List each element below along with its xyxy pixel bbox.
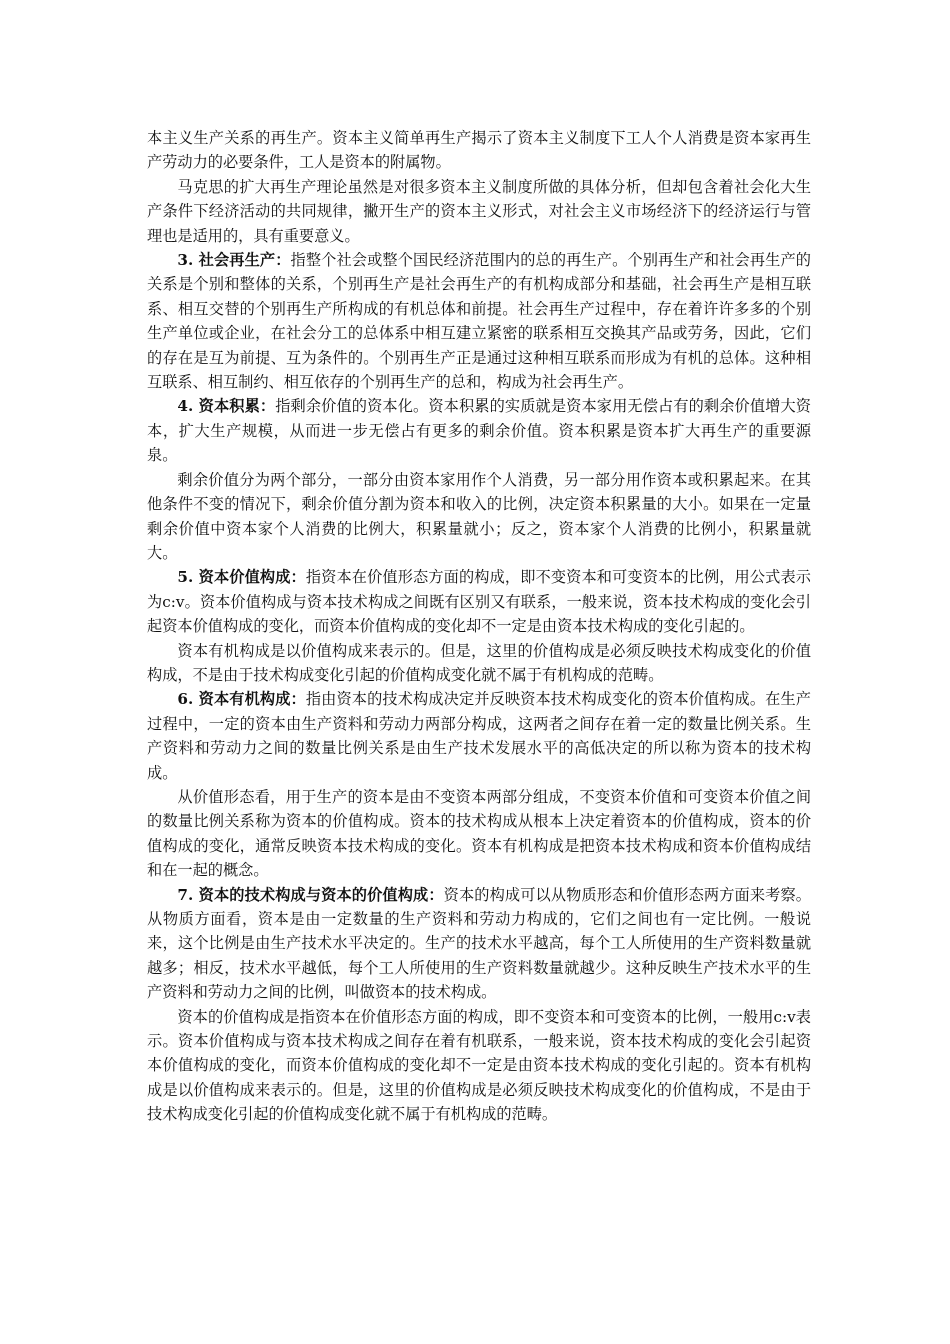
paragraph-social-reproduction — [147, 248, 811, 394]
paragraph-text: 指剩余价值的资本化。资本积累的实质就是资本家用无偿占有的剩余价值增大资本，扩大生产规模，从而进一步无偿占有更多的剩余价值。资本积累是资本扩大再生产的重要源泉。 — [147, 397, 811, 465]
paragraph-text: 指整个社会或整个国民经济范围内的总的再生产。个别再生产和社会再生产的关系是个别和整体的关系，个别再生产是社会再生产的有机构成部分和基础，社会再生产是相互联系、相互交替的个别再生产所构成的有机总体和前提。社会再生产过程中，存在着许许多多的个别生产单位或企业，在社会分工的总体系中相互建立紧密的联系相互交换其产品或劳务，因此，它们的存在是互为前提、互为条件的。个别再生产正是通过这种相互联系而形成为有机的总体。这种相互联系、相互制约、相互依存的个别再生产的总和，构成为社会再生产。 — [147, 251, 811, 392]
paragraph-technical-and-value-composition — [147, 883, 811, 1005]
paragraph-text: 资本有机构成是以价值构成来表示的。但是，这里的价值构成是必须反映技术构成变化的价值构成，不是由于技术构成变化引起的价值构成变化就不属于有机构成的范畴。 — [147, 641, 811, 684]
paragraph-text: 资本的构成可以从物质形态和价值形态两方面来考察。从物质方面看，资本是由一定数量的生产资料和劳动力构成的，它们之间也有一定比例。一般说来，这个比例是由生产技术水平决定的。生产的技术水平越高，每个工人所使用的生产资料数量就越多；相反，技术水平越低，每个工人所使用的生产资料数量就越少。这种反映生产技术水平的生产资料和劳动力之间的比例，叫做资本的技术构成。 — [147, 885, 811, 1002]
paragraph-1 — [147, 126, 811, 175]
paragraph-text: 资本的价值构成是指资本在价值形态方面的构成，即不变资本和可变资本的比例，一般用c:v表示。资本价值构成与资本技术构成之间存在着有机联系，一般来说，资本技术构成的变化会引起资本价值构成的变化，而资本价值构成的变化却不一定是由资本技术构成的变化引起的。资本有机构成是以价值构成来表示的。但是，这里的价值构成是必须反映技术构成变化的价值构成，不是由于技术构成变化引起的价值构成变化就不属于有机构成的范畴。 — [147, 1007, 811, 1124]
paragraph-text: 指资本在价值形态方面的构成，即不变资本和可变资本的比例，用公式表示为c:v。资本价值构成与资本技术构成之间既有区别又有联系，一般来说，资本技术构成的变化会引起资本价值构成的变化，而资本价值构成的变化却不一定是由资本技术构成的变化引起的。 — [147, 568, 811, 636]
term-heading: 3. 社会再生产： — [177, 251, 291, 270]
term-heading: 5. 资本价值构成： — [177, 568, 306, 587]
paragraph-text: 剩余价值分为两个部分，一部分由资本家用作个人消费，另一部分用作资本或积累起来。在其他条件不变的情况下，剩余价值分割为资本和收入的比例，决定资本积累量的大小。如果在一定量剩余价值中资本家个人消费的比例大，积累量就小；反之，资本家个人消费的比例小，积累量就大。 — [147, 470, 811, 562]
paragraph-text: 指由资本的技术构成决定并反映资本技术构成变化的资本价值构成。在生产过程中，一定的资本由生产资料和劳动力两部分构成，这两者之间存在着一定的数量比例关系。生产资料和劳动力之间的数量比例关系是由生产技术发展水平的高低决定的所以称为资本的技术构成。 — [147, 690, 811, 782]
paragraph-9 — [147, 785, 811, 883]
term-heading: 4. 资本积累： — [177, 397, 276, 416]
paragraph-text: 从价值形态看，用于生产的资本是由不变资本两部分组成，不变资本价值和可变资本价值之间的数量比例关系称为资本的价值构成。资本的技术构成从根本上决定着资本的价值构成，资本的价值构成的变化，通常反映资本技术构成的变化。资本有机构成是把资本技术构成和资本价值构成结和在一起的概念。 — [147, 787, 811, 880]
paragraph-11 — [147, 1005, 811, 1127]
term-heading: 7. 资本的技术构成与资本的价值构成： — [177, 885, 444, 904]
paragraph-capital-accumulation — [147, 394, 811, 467]
paragraph-text: 本主义生产关系的再生产。资本主义简单再生产揭示了资本主义制度下工人个人消费是资本家再生产劳动力的必要条件，工人是资本的附属物。 — [147, 129, 811, 172]
paragraph-organic-composition — [147, 687, 811, 785]
paragraph-5 — [147, 468, 811, 566]
paragraph-2 — [147, 175, 811, 248]
paragraph-capital-value-composition — [147, 565, 811, 638]
paragraph-7 — [147, 639, 811, 688]
document-page — [147, 126, 811, 1127]
paragraph-text: 马克思的扩大再生产理论虽然是对很多资本主义制度所做的具体分析，但却包含着社会化大生产条件下经济活动的共同规律，撇开生产的资本主义形式，对社会主义市场经济下的经济运行与管理也是适用的，具有重要意义。 — [147, 177, 811, 245]
term-heading: 6. 资本有机构成： — [177, 690, 306, 709]
